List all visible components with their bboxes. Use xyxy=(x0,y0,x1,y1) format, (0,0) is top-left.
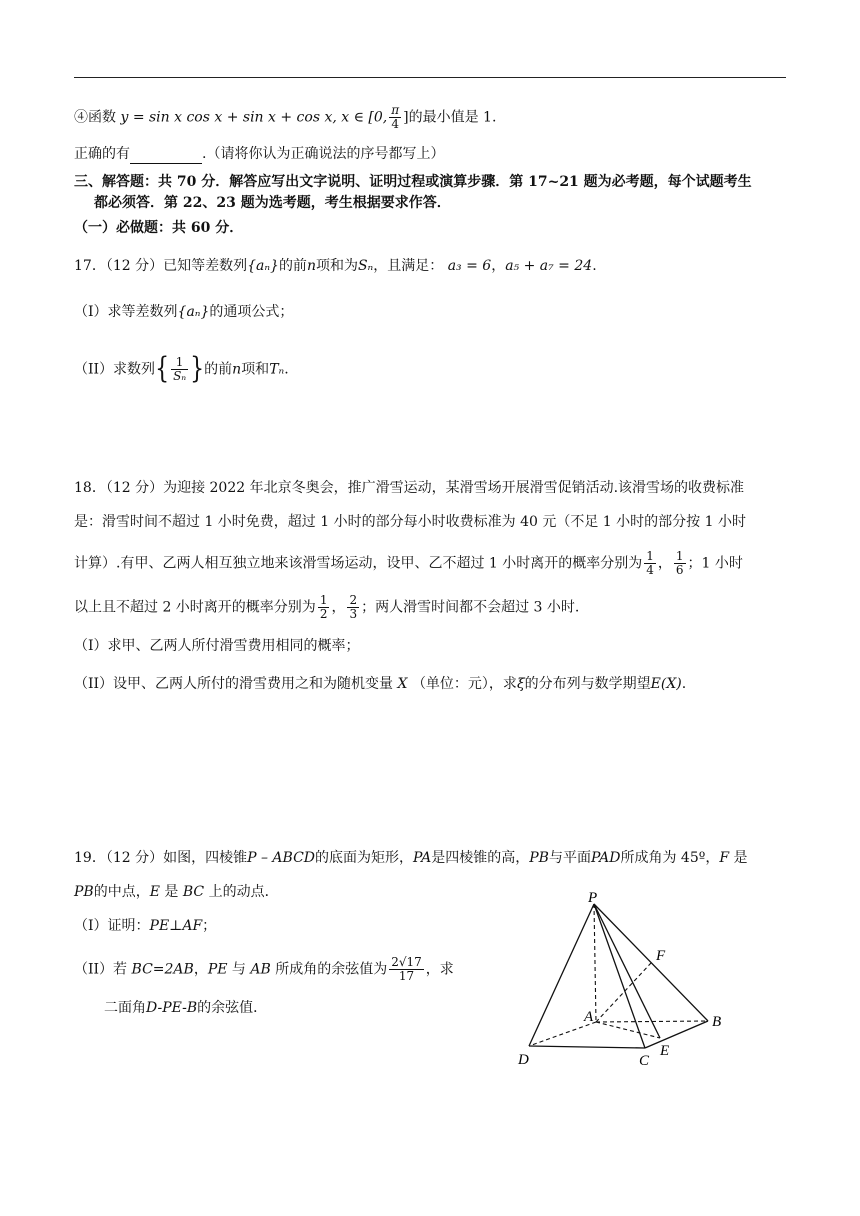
q18-part2-a: （II）设甲、乙两人所付的滑雪费用之和为随机变量 xyxy=(74,676,394,692)
q19-part1-expr: PE⊥AF xyxy=(149,918,203,934)
frac-den: 6 xyxy=(675,563,684,577)
q19-BC: BC xyxy=(182,884,205,900)
q18-part1: （I）求甲、乙两人所付滑雪费用相同的概率； xyxy=(74,638,360,654)
frac-den: 3 xyxy=(349,607,358,621)
header-rule xyxy=(74,77,786,78)
q16-answer-label: 正确的有 xyxy=(74,146,130,162)
q19-line2-a: 的中点， xyxy=(93,884,150,900)
q17-stem-a: 17．（12 分）已知等差数列 xyxy=(74,258,248,274)
q17-part1-seq: {aₙ} xyxy=(177,304,210,320)
right-brace: } xyxy=(190,352,205,386)
edge-PE xyxy=(594,904,660,1038)
q19-pyramid: P – ABCD xyxy=(247,850,316,866)
q19-part1-end: ； xyxy=(202,918,217,934)
q17-part2-n: n xyxy=(232,361,242,378)
q19-PA: PA xyxy=(413,850,432,866)
q18-EX: E(X) xyxy=(650,676,682,692)
label-C: C xyxy=(639,1053,650,1069)
q19-line1-a: 19．（12 分）如图，四棱锥 xyxy=(74,850,248,866)
q18-part2-b: （单位：元），求 xyxy=(411,676,517,692)
q17-part2 xyxy=(74,352,289,386)
label-B: B xyxy=(712,1014,722,1030)
frac-num: 1 xyxy=(319,593,328,607)
edge-AE xyxy=(596,1022,660,1038)
edge-AF xyxy=(596,963,651,1022)
q19-part2-c: 与 xyxy=(231,961,246,978)
label-D: D xyxy=(518,1052,529,1068)
frac-num: 1 xyxy=(646,549,654,563)
q18-line4-a: 以上且不超过 2 小时离开的概率分别为 xyxy=(74,599,316,616)
q19-part2-e: ，求 xyxy=(425,961,454,978)
q16-item4 xyxy=(74,104,496,131)
q19-part2-line2 xyxy=(104,998,267,1018)
frac-den: 4 xyxy=(646,563,654,577)
q19-line2-PB: PB xyxy=(74,884,94,900)
q19-part2-AB: AB xyxy=(250,961,271,978)
q19-part2-PE: PE xyxy=(207,961,228,978)
edge-DC xyxy=(529,1046,645,1048)
q19-F: F xyxy=(719,850,730,866)
frac-den: 2 xyxy=(319,607,328,621)
q17-part2-c: 项和 xyxy=(241,361,270,378)
edge-PC xyxy=(594,904,645,1048)
q19-line1-b: 的底面为矩形， xyxy=(315,850,414,866)
edge-PA xyxy=(594,904,596,1022)
frac-num: 1 xyxy=(675,549,684,563)
q19-line2-b: 是 xyxy=(164,884,179,900)
q18-line3-a: 计算）.有甲、乙两人相互独立地来该滑雪场运动，设甲、乙不超过 1 小时离开的概率分别为 xyxy=(74,555,643,572)
q17-comma: ， xyxy=(491,258,506,274)
q18-X: X xyxy=(397,676,408,692)
q19-part2-b: ， xyxy=(193,961,208,978)
label-A: A xyxy=(584,1009,594,1025)
q18-line2: 是：滑雪时间不超过 1 小时免费，超过 1 小时的部分每小时收费标准为 40 元（不足 1 小时的部分按 1 小时 xyxy=(74,514,746,530)
pyramid-figure xyxy=(508,888,738,1078)
q19-line2 xyxy=(74,882,279,902)
label-E: E xyxy=(660,1043,670,1059)
q19-line1-c: 是四棱锥的高， xyxy=(431,850,530,866)
q17-stem xyxy=(74,256,597,276)
q17-part1-b: 的通项公式； xyxy=(209,304,294,320)
q17-part1 xyxy=(74,302,293,322)
q19-part2-a: （II）若 xyxy=(74,961,128,978)
q16-answer-line xyxy=(74,144,444,164)
q16-item4-prefix: ④函数 xyxy=(74,109,116,126)
section3-heading: 三、解答题：共 70 分．解答应写出文字说明、证明过程或演算步骤．第 17~21 题为必考题，每个试题考生 xyxy=(74,174,752,190)
q17-part2-b: 的前 xyxy=(204,361,233,378)
label-P: P xyxy=(588,890,598,906)
q16-item4-suffix: 的最小值是 1. xyxy=(408,109,497,126)
q19-line2-c: 上的动点． xyxy=(208,884,279,900)
q17-stem-d: ，且满足： xyxy=(373,258,444,274)
q16-item4-close: ] xyxy=(403,109,409,126)
q16-item4-frac xyxy=(389,104,401,131)
q17-part2-end: . xyxy=(284,361,289,378)
q19-cos-frac xyxy=(389,956,424,983)
q18-part2-end: . xyxy=(681,676,687,692)
q18-part2 xyxy=(74,674,686,694)
q17-part2-a: （II）求数列 xyxy=(74,361,156,378)
edge-PB xyxy=(594,904,708,1021)
q17-part1-a: （I）求等差数列 xyxy=(74,304,178,320)
q17-n: n xyxy=(306,258,316,274)
frac-num: 2√17 xyxy=(391,955,422,969)
q19-part2-d: 所成角的余弦值为 xyxy=(275,961,388,978)
q17-cond1: a₃ = 6 xyxy=(447,258,492,274)
frac-den: 17 xyxy=(398,969,415,983)
q18-line4-b: ；两人滑雪时间都不会超过 3 小时. xyxy=(361,599,580,616)
q17-stem-c: 项和为 xyxy=(315,258,358,274)
q18-p2 xyxy=(674,550,686,577)
frac-den: 4 xyxy=(391,117,399,131)
frac-num: π xyxy=(391,103,400,117)
q17-part2-frac xyxy=(171,356,188,383)
q18-line3: 计算）.有甲、乙两人相互独立地来该滑雪场运动，设甲、乙不超过 1 小时离开的概率分别为 $\frac{1}{4}$ ， $\frac{1}{6}$ ；1 小时 xyxy=(74,549,743,577)
q16-item4-expr: y = sin x cos x + sin x + cos x, x ∈ [0, xyxy=(120,109,388,126)
q19-line1-f: 是 xyxy=(733,850,748,866)
q19-E: E xyxy=(149,884,160,900)
left-brace: { xyxy=(155,352,170,386)
q19-part2-line2-a: 二面角 xyxy=(104,1000,146,1016)
q17-seq: {aₙ} xyxy=(247,258,279,274)
q17-Sn: Sₙ xyxy=(357,258,374,274)
q18-p1 xyxy=(644,550,656,577)
q18-xi: ξ xyxy=(516,676,525,692)
q17-cond2: a₅ + a₇ = 24 xyxy=(505,258,593,274)
q17-part2-T: Tₙ xyxy=(269,361,285,378)
section3-heading-cont: 都必须答．第 22、23 题为选考题，考生根据要求作答． xyxy=(94,195,451,211)
section3-subheading: （一）必做题：共 60 分． xyxy=(74,220,244,236)
q18-p4 xyxy=(347,594,359,621)
q19-dihedral: D-PE-B xyxy=(146,1000,198,1016)
q19-part2-line2-b: 的余弦值． xyxy=(197,1000,268,1016)
q17-end: . xyxy=(592,258,597,274)
label-F: F xyxy=(656,948,666,964)
q19-line1-d: 与平面 xyxy=(548,850,591,866)
q18-line3-b: ；1 小时 xyxy=(687,555,743,572)
q18-line4: 以上且不超过 2 小时离开的概率分别为 $\frac{1}{2}$ ， $\frac{2}{3}$ ；两人滑雪时间都不会超过 3 小时. xyxy=(74,593,580,621)
q19-part2-cond: BC=2AB xyxy=(131,961,194,978)
q17-stem-b: 的前 xyxy=(278,258,307,274)
q18-part2-c: 的分布列与数学期望 xyxy=(524,676,651,692)
answer-blank[interactable] xyxy=(130,149,202,164)
q16-answer-note: .（请将你认为正确说法的序号都写上） xyxy=(202,146,445,162)
q19-part2 xyxy=(74,956,454,983)
q19-line1-e: 所成角为 45º， xyxy=(620,850,720,866)
q18-line1: 18．（12 分）为迎接 2022 年北京冬奥会，推广滑雪运动，某滑雪场开展滑雪促销活动.该滑雪场的收费标准 xyxy=(74,480,745,496)
q19-PAD: PAD xyxy=(590,850,621,866)
edge-CB xyxy=(645,1021,708,1048)
q19-part1-a: （I）证明： xyxy=(74,918,150,934)
frac-num: 1 xyxy=(171,356,188,370)
frac-den: Sₙ xyxy=(173,369,187,383)
q19-part1 xyxy=(74,916,216,936)
frac-num: 2 xyxy=(349,593,358,607)
q19-PB: PB xyxy=(529,850,549,866)
q19-line1 xyxy=(74,848,748,868)
q18-p3 xyxy=(318,594,330,621)
